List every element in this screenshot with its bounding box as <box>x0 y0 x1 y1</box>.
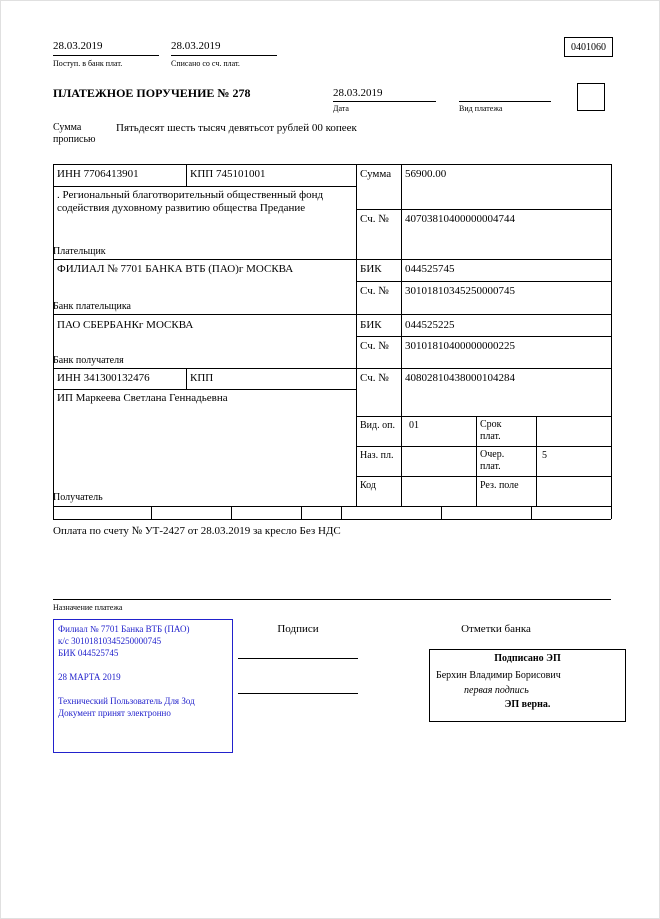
payment-purpose-label: Назначение платежа <box>53 603 123 612</box>
document-date: 28.03.2019 <box>333 87 383 99</box>
divider <box>611 164 612 519</box>
stamp-line <box>58 659 228 671</box>
divider <box>171 55 277 56</box>
payer-bank-account-label: Сч. № <box>360 285 389 297</box>
stamp-line: БИК 044525745 <box>58 648 119 658</box>
divider <box>53 55 159 56</box>
payee-account: 40802810438000104284 <box>405 372 515 384</box>
divider <box>341 506 342 519</box>
divider <box>186 368 187 389</box>
divider <box>356 209 611 210</box>
debited-date-label: Списано со сч. плат. <box>171 59 240 68</box>
document-date-label: Дата <box>333 104 349 113</box>
divider <box>53 314 611 315</box>
esign-title: Подписано ЭП <box>494 653 561 664</box>
signature-line <box>238 693 358 694</box>
stamp-line: 28 МАРТА 2019 <box>58 672 121 682</box>
payer-kpp: КПП 745101001 <box>190 168 266 180</box>
naz-pl-label: Наз. пл. <box>360 450 394 461</box>
amount-words-label: Сумма прописью <box>53 122 96 145</box>
divider <box>536 416 537 506</box>
payment-kind-box <box>577 83 605 111</box>
rez-pole-label: Рез. поле <box>480 480 519 491</box>
form-code: 0401060 <box>571 42 606 53</box>
payer-account: 40703810400000004744 <box>405 213 515 225</box>
payer-account-label: Сч. № <box>360 213 389 225</box>
payee-bank-bik: 044525225 <box>405 319 455 331</box>
payer-section-label: Плательщик <box>53 246 106 257</box>
divider <box>301 506 302 519</box>
divider <box>231 506 232 519</box>
payer-bank-section-label: Банк плательщика <box>53 301 131 312</box>
payee-bank-section-label: Банк получателя <box>53 355 124 366</box>
divider <box>441 506 442 519</box>
vid-op-label: Вид. оп. <box>360 420 395 431</box>
divider <box>53 186 356 187</box>
received-date-value: 28.03.2019 <box>53 40 103 52</box>
esign-signature-kind: первая подпись <box>464 685 529 696</box>
divider <box>53 506 611 507</box>
divider <box>476 416 477 506</box>
payee-bank-account: 30101810400000000225 <box>405 340 515 352</box>
payment-kind-label: Вид платежа <box>459 104 503 113</box>
divider <box>53 164 54 519</box>
payer-bank-bik-label: БИК <box>360 263 382 275</box>
ocher-plat-label: Очер. плат. <box>480 449 505 472</box>
received-date-label: Поступ. в банк плат. <box>53 59 123 68</box>
payment-purpose: Оплата по счету № УТ-2427 от 28.03.2019 за кресло Без НДС <box>53 525 341 537</box>
vid-op-value: 01 <box>409 420 419 431</box>
srok-plat-label: Срок плат. <box>480 419 502 442</box>
divider <box>53 164 611 165</box>
signature-line <box>238 658 358 659</box>
payee-bank-account-label: Сч. № <box>360 340 389 352</box>
payer-name: . Региональный благотворительный общественный фонд содействия духовному развитию общества Предание <box>57 189 324 214</box>
divider <box>459 101 551 102</box>
payee-inn: ИНН 341300132476 <box>57 372 150 384</box>
amount-words-value: Пятьдесят шесть тысяч девятьсот рублей 00 копеек <box>116 122 357 134</box>
payee-account-label: Сч. № <box>360 372 389 384</box>
payer-inn: ИНН 7706413901 <box>57 168 139 180</box>
bank-electronic-stamp <box>53 619 233 753</box>
bank-marks-title: Отметки банка <box>461 623 531 635</box>
payee-name: ИП Маркеева Светлана Геннадьевна <box>57 392 228 404</box>
divider <box>53 368 611 369</box>
payee-bank-name: ПАО СБЕРБАНКг МОСКВА <box>57 319 194 331</box>
divider <box>356 336 611 337</box>
divider <box>53 519 611 520</box>
divider <box>53 259 611 260</box>
stamp-line <box>58 683 228 695</box>
payee-section-label: Получатель <box>53 492 103 503</box>
divider <box>356 446 611 447</box>
divider <box>151 506 152 519</box>
kod-label: Код <box>360 480 376 491</box>
debited-date-value: 28.03.2019 <box>171 40 221 52</box>
payer-bank-bik: 044525745 <box>405 263 455 275</box>
divider <box>531 506 532 519</box>
payer-bank-account: 30101810345250000745 <box>405 285 515 297</box>
divider <box>356 416 611 417</box>
stamp-line: Документ принят электронно <box>58 708 171 718</box>
esign-stamp-box <box>429 649 626 722</box>
divider <box>53 599 611 600</box>
payee-kpp-label: КПП <box>190 372 214 384</box>
esign-verified-note: ЭП верна. <box>504 699 551 710</box>
stamp-line: Технический Пользователь Для Зод <box>58 696 195 706</box>
stamp-line: к/с 30101810345250000745 <box>58 636 162 646</box>
esign-signer-name: Берхин Владимир Борисович <box>436 670 561 681</box>
stamp-line: Филиал № 7701 Банка ВТБ (ПАО) <box>58 624 190 634</box>
divider <box>356 476 611 477</box>
divider <box>333 101 436 102</box>
sum-value: 56900.00 <box>405 168 447 180</box>
sum-label: Сумма <box>360 168 392 180</box>
document-title: ПЛАТЕЖНОЕ ПОРУЧЕНИЕ № 278 <box>53 86 251 100</box>
divider <box>186 164 187 186</box>
ocher-plat-value: 5 <box>542 450 547 461</box>
divider <box>53 389 356 390</box>
form-code-box <box>564 37 613 57</box>
payee-bank-bik-label: БИК <box>360 319 382 331</box>
payer-bank-name: ФИЛИАЛ № 7701 БАНКА ВТБ (ПАО)г МОСКВА <box>57 263 294 275</box>
divider <box>401 164 402 506</box>
divider <box>356 281 611 282</box>
divider <box>356 164 357 506</box>
signatures-title: Подписи <box>277 623 319 635</box>
